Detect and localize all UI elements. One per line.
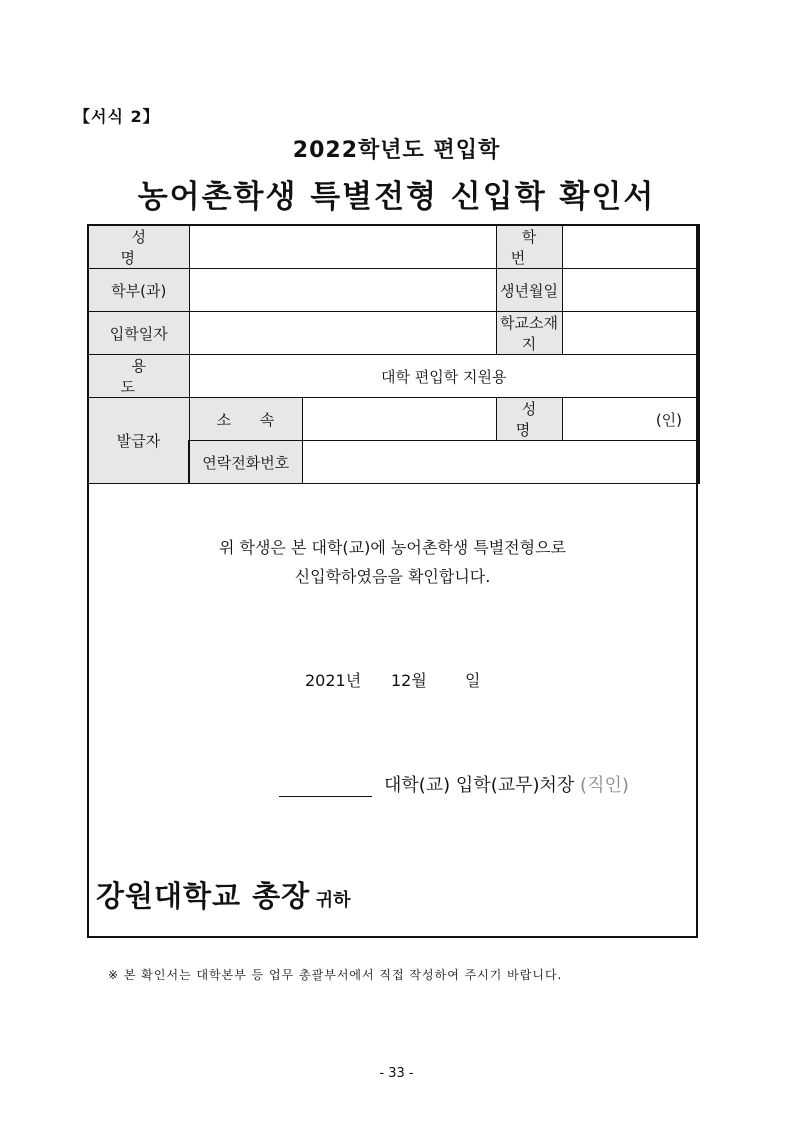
signature-line [279,771,629,797]
purpose-label: 용 도 [88,355,189,398]
contact-field[interactable] [302,441,699,484]
form-label: 【서식 2】 [74,107,160,126]
date-year: 2021년 [305,671,362,690]
admission-date-label: 입학일자 [88,312,189,355]
department-label: 학부(과) [88,269,189,312]
addressee [96,874,351,915]
school-location-label: 학교소재지 [496,312,562,355]
document-subtitle: 2022학년도 편입학 [292,138,501,163]
signatory-title: 대학(교) 입학(교무)처장 [384,775,575,796]
student-id-field[interactable] [562,225,699,269]
issuer-label: 발급자 [88,398,189,484]
affiliation-field[interactable] [302,398,496,441]
confirmation-line-2: 신입학하였음을 확인합니다. [294,567,491,586]
student-id-label: 학 번 [496,225,562,269]
signature-blank[interactable] [279,778,372,797]
contact-label: 연락전화번호 [189,441,302,484]
admission-date-field[interactable] [189,312,496,355]
issuer-seal[interactable]: (인) [562,398,699,441]
addressee-name: 강원대학교 총장 [96,879,311,913]
birth-label: 생년월일 [496,269,562,312]
name-label: 성 명 [88,225,189,269]
affiliation-label: 소 속 [189,398,302,441]
date-day: 일 [465,671,481,690]
applicant-info-table [87,224,700,484]
footnote: ※ 본 확인서는 대학본부 등 업무 총괄부서에서 직접 작성하여 주시기 바랍니다. [108,968,563,982]
name-field[interactable] [189,225,496,269]
confirmation-line-1: 위 학생은 본 대학(교)에 농어촌학생 특별전형으로 [218,538,567,557]
department-field[interactable] [189,269,496,312]
issuer-name-label: 성 명 [496,398,562,441]
birth-field[interactable] [562,269,699,312]
document-title: 농어촌학생 특별전형 신입학 확인서 [137,179,656,215]
issue-date [305,668,480,691]
school-location-field[interactable] [562,312,699,355]
official-seal-label: (직인) [580,775,629,796]
date-month: 12월 [391,671,427,690]
purpose-value: 대학 편입학 지원용 [189,355,699,398]
addressee-honorific: 귀하 [315,890,351,911]
page-number: - 33 - [379,1066,414,1081]
